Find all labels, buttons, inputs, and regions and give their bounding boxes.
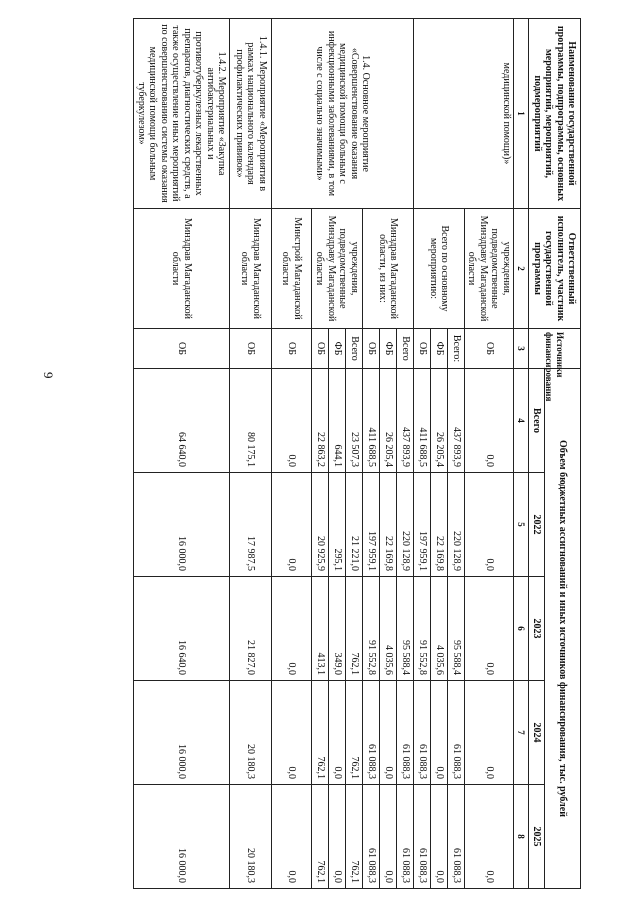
index-cell: 8	[514, 785, 529, 889]
value-cell: 95 588,4	[397, 577, 414, 681]
value-cell: 4 035,6	[431, 577, 448, 681]
value-cell: 0,0	[431, 681, 448, 785]
value-cell: 0,0	[380, 681, 397, 785]
value-cell: 0,0	[272, 681, 312, 785]
page-number: 9	[41, 372, 56, 379]
value-cell: 61 088,3	[397, 785, 414, 889]
source-cell: ОБ	[312, 329, 329, 369]
value-cell: 437 893,9	[448, 369, 465, 473]
header-year-2022: 2022	[529, 473, 545, 577]
value-cell: 295,1	[329, 473, 346, 577]
activity-1-4-2-name: 1.4.2. Мероприятие «Закупка антибактериальных и противотуберкулезных лекарственных препаратов, диагностических средств, а также осуществление иных мероприятий по совершенствованию системы оказания медицинской помощи больным туберкулезом»	[134, 19, 230, 209]
value-cell: 4 035,6	[380, 577, 397, 681]
executor-cell: Минздрав Магаданской области	[230, 209, 272, 329]
index-cell: 2	[514, 209, 529, 329]
header-source: Источники финансирования	[529, 329, 581, 369]
value-cell: 0,0	[465, 473, 514, 577]
value-cell: 762,1	[346, 785, 363, 889]
value-cell: 22 169,8	[431, 473, 448, 577]
value-cell: 349,0	[329, 577, 346, 681]
value-cell: 437 893,9	[397, 369, 414, 473]
value-cell: 21 827,0	[230, 577, 272, 681]
value-cell: 20 180,3	[230, 681, 272, 785]
value-cell: 0,0	[465, 369, 514, 473]
value-cell: 61 088,3	[448, 681, 465, 785]
value-cell: 0,0	[272, 577, 312, 681]
table-row	[134, 19, 230, 889]
index-cell: 7	[514, 681, 529, 785]
table-row	[397, 19, 414, 889]
value-cell: 16 640,0	[134, 577, 230, 681]
value-cell: 0,0	[329, 681, 346, 785]
executor-cell: Минздрав Магаданской области	[134, 209, 230, 329]
index-cell: 5	[514, 473, 529, 577]
value-cell: 91 552,8	[363, 577, 380, 681]
value-cell: 26 205,4	[431, 369, 448, 473]
program-name-cell: медицинской помощи)»	[414, 19, 514, 209]
value-cell: 26 205,4	[380, 369, 397, 473]
value-cell: 0,0	[465, 681, 514, 785]
value-cell: 21 221,0	[346, 473, 363, 577]
value-cell: 20 180,3	[230, 785, 272, 889]
value-cell: 61 088,3	[363, 681, 380, 785]
budget-table	[133, 18, 581, 889]
source-cell: ФБ	[329, 329, 346, 369]
value-cell: 23 507,3	[346, 369, 363, 473]
value-cell: 91 552,8	[414, 577, 431, 681]
value-cell: 220 128,9	[448, 473, 465, 577]
value-cell: 20 925,9	[312, 473, 329, 577]
value-cell: 762,1	[312, 785, 329, 889]
table-row	[230, 19, 272, 889]
index-cell: 1	[514, 19, 529, 209]
value-cell: 95 588,4	[448, 577, 465, 681]
value-cell: 0,0	[272, 473, 312, 577]
source-cell: ОБ	[272, 329, 312, 369]
source-cell: Всего	[346, 329, 363, 369]
value-cell: 762,1	[312, 681, 329, 785]
value-cell: 644,1	[329, 369, 346, 473]
executor-cell: учреждения, подведомственные Минздраву Магаданской области	[312, 209, 363, 329]
value-cell: 762,1	[346, 577, 363, 681]
value-cell: 61 088,3	[414, 785, 431, 889]
executor-cell: Минстрой Магаданской области	[272, 209, 312, 329]
value-cell: 61 088,3	[397, 681, 414, 785]
value-cell: 64 640,0	[134, 369, 230, 473]
table-row	[465, 19, 514, 889]
value-cell: 411 688,5	[363, 369, 380, 473]
header-year-2025: 2025	[529, 785, 545, 889]
header-year-2024: 2024	[529, 681, 545, 785]
source-cell: ОБ	[363, 329, 380, 369]
activity-1-4-1-name: 1.4.1. Мероприятие «Мероприятия в рамках национального календаря профилактических прививок»	[230, 19, 272, 209]
value-cell: 80 175,1	[230, 369, 272, 473]
header-name: Наименование государственной программы, подпрограммы, основных мероприятий, мероприятий, подмероприятий	[529, 19, 581, 209]
main-activity-1-4-name: 1.4. Основное мероприятие «Совершенствование оказания медицинской помощи больным с инфекционными заболеваниями, в том числе с социально значимыми»	[272, 19, 414, 209]
value-cell: 413,1	[312, 577, 329, 681]
index-cell: 4	[514, 369, 529, 473]
header-budget: Объем бюджетных ассигнований и иных источников финансирования, тыс. рублей	[545, 369, 581, 889]
source-cell: Всего:	[448, 329, 465, 369]
value-cell: 0,0	[465, 577, 514, 681]
source-cell: ОБ	[414, 329, 431, 369]
executor-cell: Всего по основному мероприятию:	[414, 209, 465, 329]
value-cell: 762,1	[346, 681, 363, 785]
value-cell: 61 088,3	[414, 681, 431, 785]
index-cell: 6	[514, 577, 529, 681]
source-cell: ФБ	[380, 329, 397, 369]
header-year-2023: 2023	[529, 577, 545, 681]
header-year-total: Всего	[529, 369, 545, 473]
value-cell: 61 088,3	[448, 785, 465, 889]
index-cell: 3	[514, 329, 529, 369]
value-cell: 411 688,5	[414, 369, 431, 473]
value-cell: 0,0	[431, 785, 448, 889]
executor-cell: учреждения, подведомственные Минздраву Магаданской области	[465, 209, 514, 329]
source-cell: Всего	[397, 329, 414, 369]
value-cell: 16 000,0	[134, 681, 230, 785]
value-cell: 16 000,0	[134, 473, 230, 577]
value-cell: 0,0	[272, 369, 312, 473]
executor-cell: Минздрав Магаданской области, из них:	[363, 209, 414, 329]
value-cell: 22 169,8	[380, 473, 397, 577]
source-cell: ФБ	[431, 329, 448, 369]
source-cell: ОБ	[134, 329, 230, 369]
value-cell: 197 959,1	[414, 473, 431, 577]
source-cell: ОБ	[465, 329, 514, 369]
value-cell: 197 959,1	[363, 473, 380, 577]
source-cell: ОБ	[230, 329, 272, 369]
value-cell: 220 128,9	[397, 473, 414, 577]
value-cell: 0,0	[329, 785, 346, 889]
value-cell: 22 863,2	[312, 369, 329, 473]
value-cell: 0,0	[380, 785, 397, 889]
value-cell: 61 088,3	[363, 785, 380, 889]
value-cell: 0,0	[272, 785, 312, 889]
value-cell: 16 000,0	[134, 785, 230, 889]
header-executor: Ответственный исполнитель, участник государственной программы	[529, 209, 581, 329]
value-cell: 0,0	[465, 785, 514, 889]
value-cell: 17 987,5	[230, 473, 272, 577]
